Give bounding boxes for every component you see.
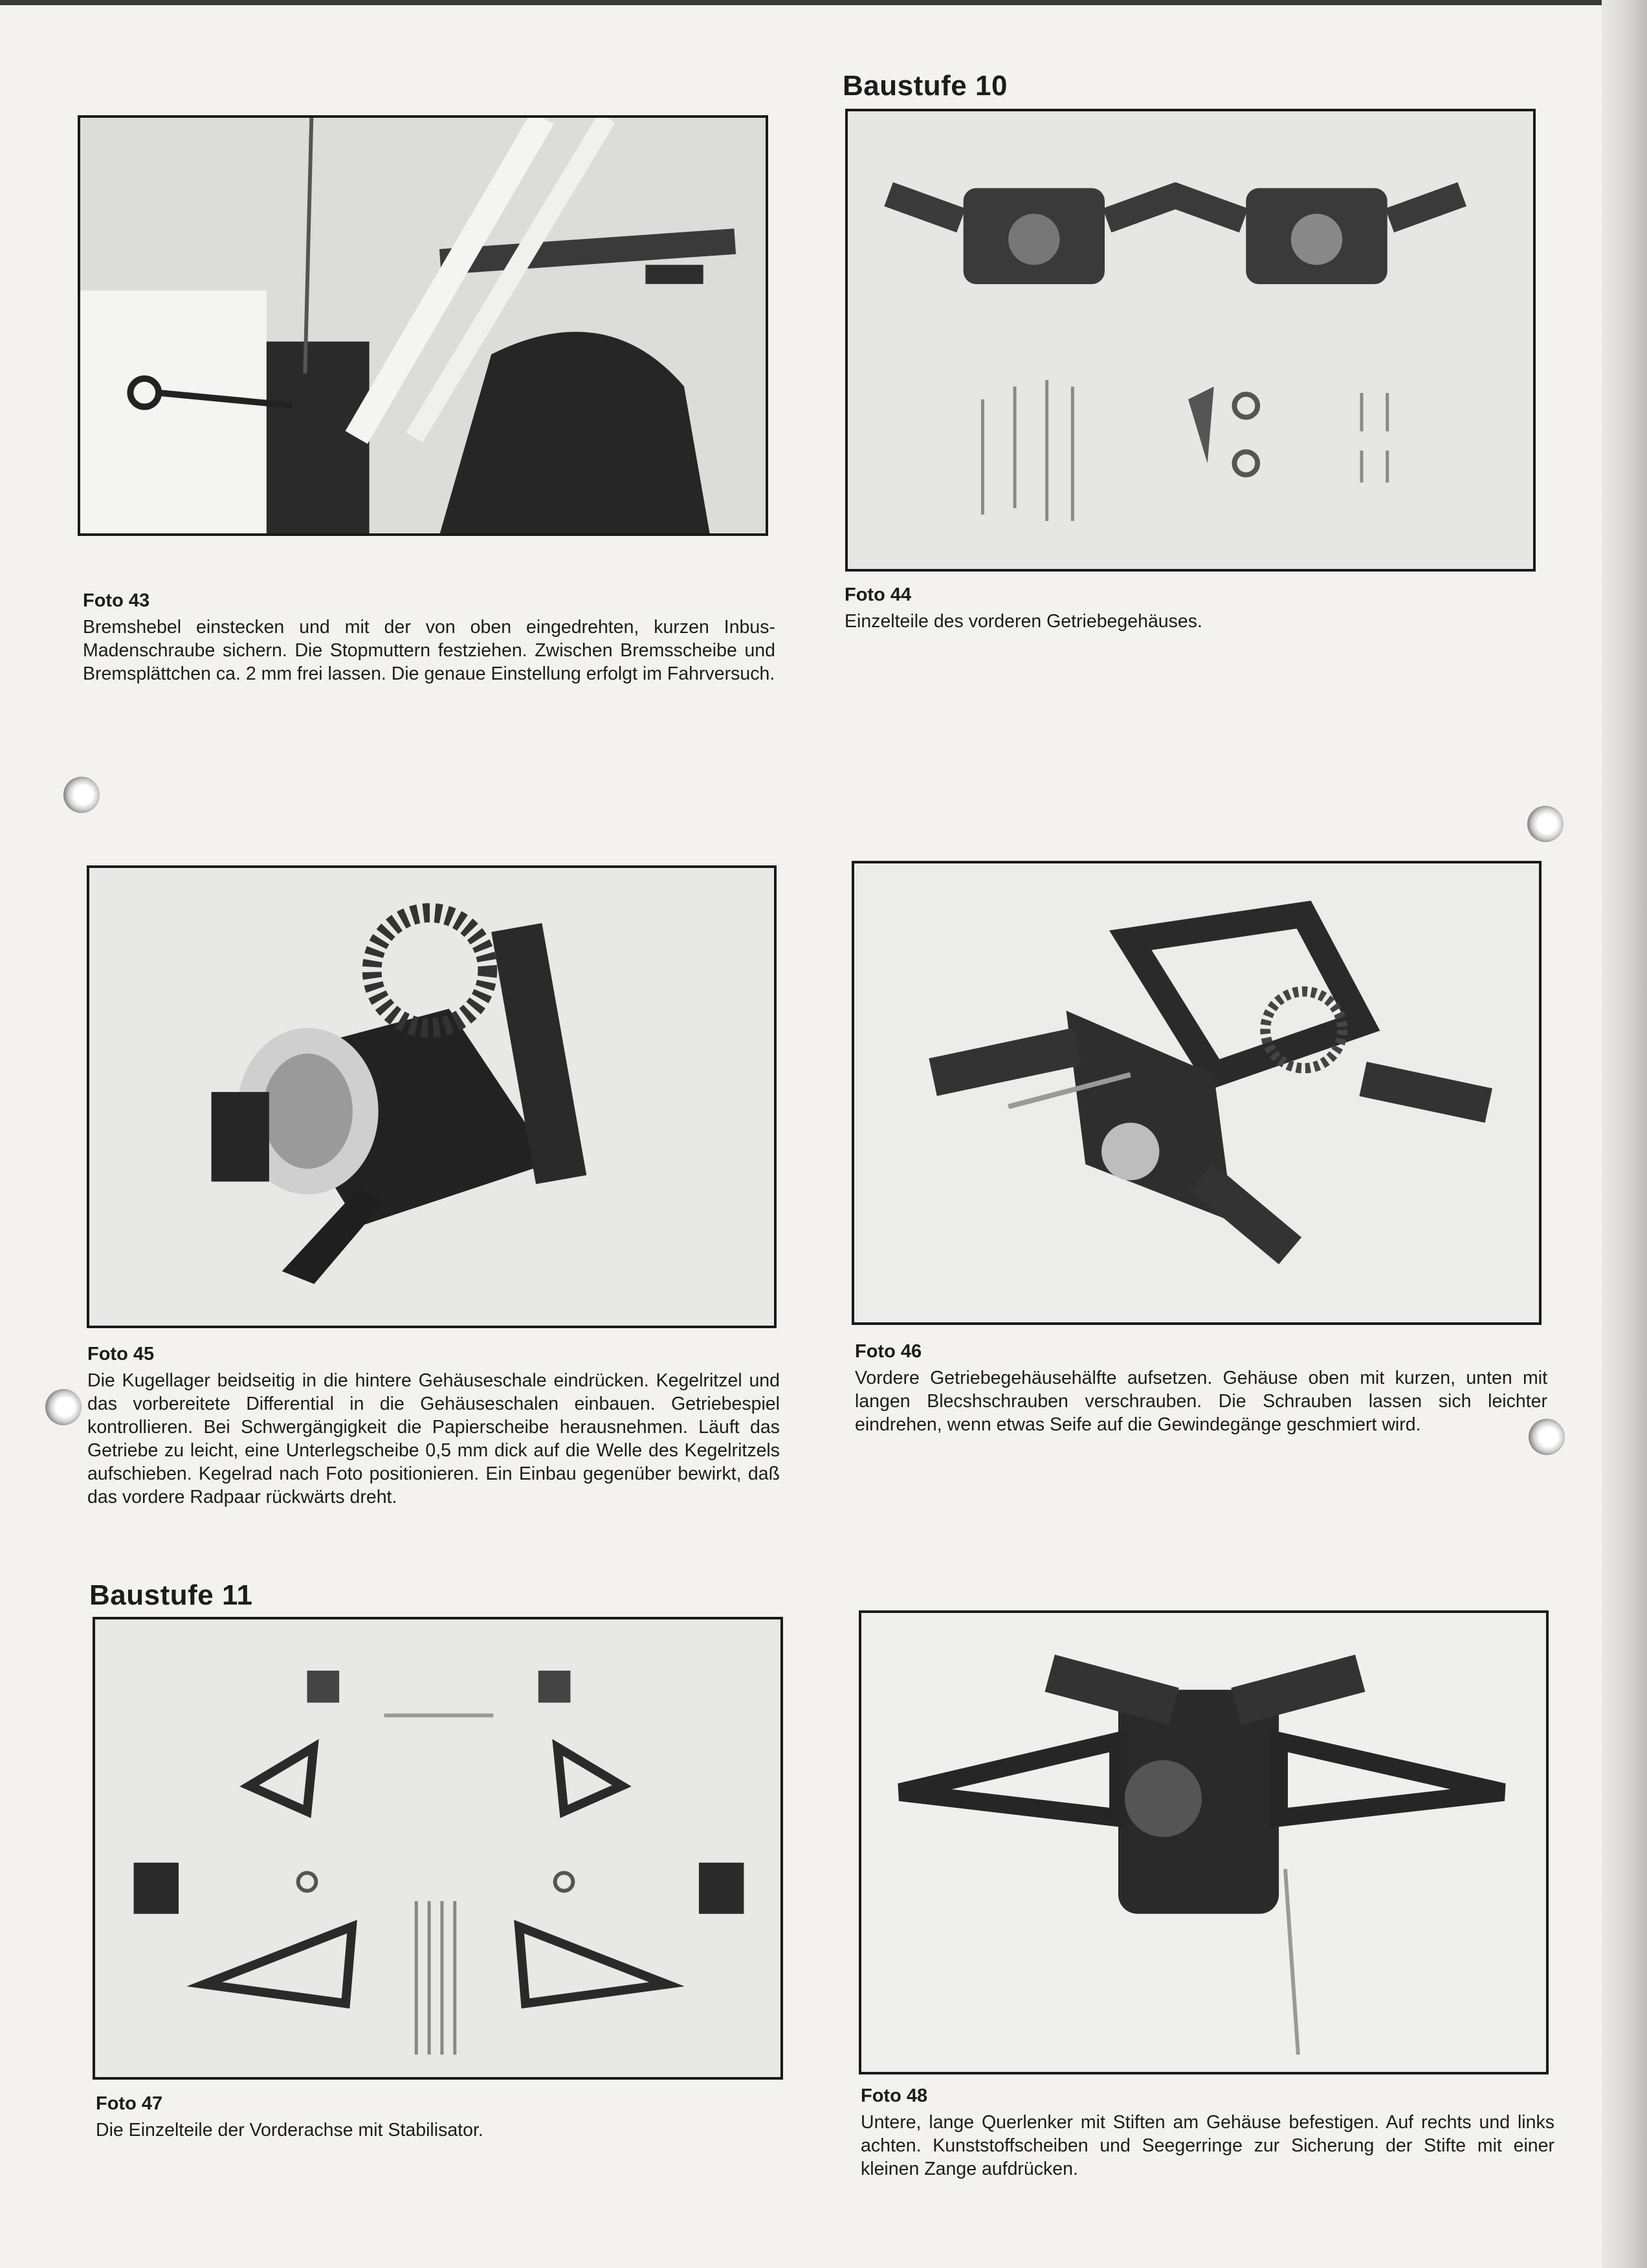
photo-45 — [87, 865, 777, 1328]
photo-48 — [859, 1610, 1549, 2074]
photo-46 — [852, 861, 1542, 1325]
caption-title: Foto 47 — [96, 2093, 163, 2114]
photo-43 — [78, 115, 768, 536]
caption-text: Untere, lange Querlenker mit Stiften am Gehäuse befestigen. Auf rechts und links achten. Kunststoffscheiben und Seegerringe zur Sicherung der Stifte mit einer kleinen Zange aufdrücken. — [861, 2112, 1554, 2179]
caption-text: Einzelteile des vorderen Getriebegehäuses. — [845, 611, 1202, 632]
caption-title: Foto 48 — [861, 2085, 928, 2106]
caption-text: Die Einzelteile der Vorderachse mit Stabilisator. — [96, 2120, 483, 2140]
caption-title: Foto 45 — [87, 1344, 155, 1364]
section-heading-baustufe-10: Baustufe 10 — [843, 70, 1008, 102]
caption-text: Vordere Getriebegehäusehälfte aufsetzen. Gehäuse oben mit kurzen, unten mit langen Blecshschrauben verschrauben. Die Schrauben lassen sich leichter eindrehen, wenn etwas Seife auf die Gewindegänge geschmiert wird. — [855, 1368, 1547, 1435]
caption-foto-47 — [96, 2093, 788, 2142]
punch-hole — [45, 1389, 82, 1425]
caption-foto-46 — [855, 1341, 1547, 1436]
photo-47 — [93, 1617, 783, 2080]
caption-title: Foto 44 — [845, 584, 912, 605]
caption-title: Foto 43 — [83, 590, 150, 611]
section-heading-baustufe-11: Baustufe 11 — [89, 1579, 253, 1611]
caption-text: Die Kugellager beidseitig in die hintere Gehäuseschale eindrücken. Kegelritzel und das vorbereitete Differential in die Gehäuseschalen einbauen. Getriebespiel kontrollieren. Bei Schwergängigkeit die Papierscheibe herausnehmen. Läuft das Getriebe zu leicht, eine Unterlegscheibe 0,5 mm dick auf die Welle des Kegelritzels aufschieben. Kegelrad nach Foto positionieren. Ein Einbau gegenüber bewirkt, daß das vordere Radpaar rückwärts dreht. — [87, 1370, 780, 1507]
page-edge — [1602, 0, 1647, 2268]
caption-text: Bremshebel einstecken und mit der von oben eingedrehten, kurzen Inbus-Madenschraube sichern. Die Stopmuttern festziehen. Zwischen Bremsscheibe und Bremsplättchen ca. 2 mm frei lassen. Die genaue Einstellung erfolgt im Fahrversuch. — [83, 617, 775, 684]
caption-foto-43 — [83, 590, 775, 685]
caption-foto-44 — [845, 584, 1537, 633]
punch-hole — [1527, 806, 1564, 842]
top-rule — [0, 0, 1647, 5]
caption-foto-48 — [861, 2085, 1554, 2181]
caption-title: Foto 46 — [855, 1341, 922, 1362]
caption-foto-45 — [87, 1344, 780, 1509]
punch-hole — [63, 777, 100, 813]
photo-44 — [845, 109, 1536, 572]
punch-hole — [1529, 1419, 1565, 1455]
